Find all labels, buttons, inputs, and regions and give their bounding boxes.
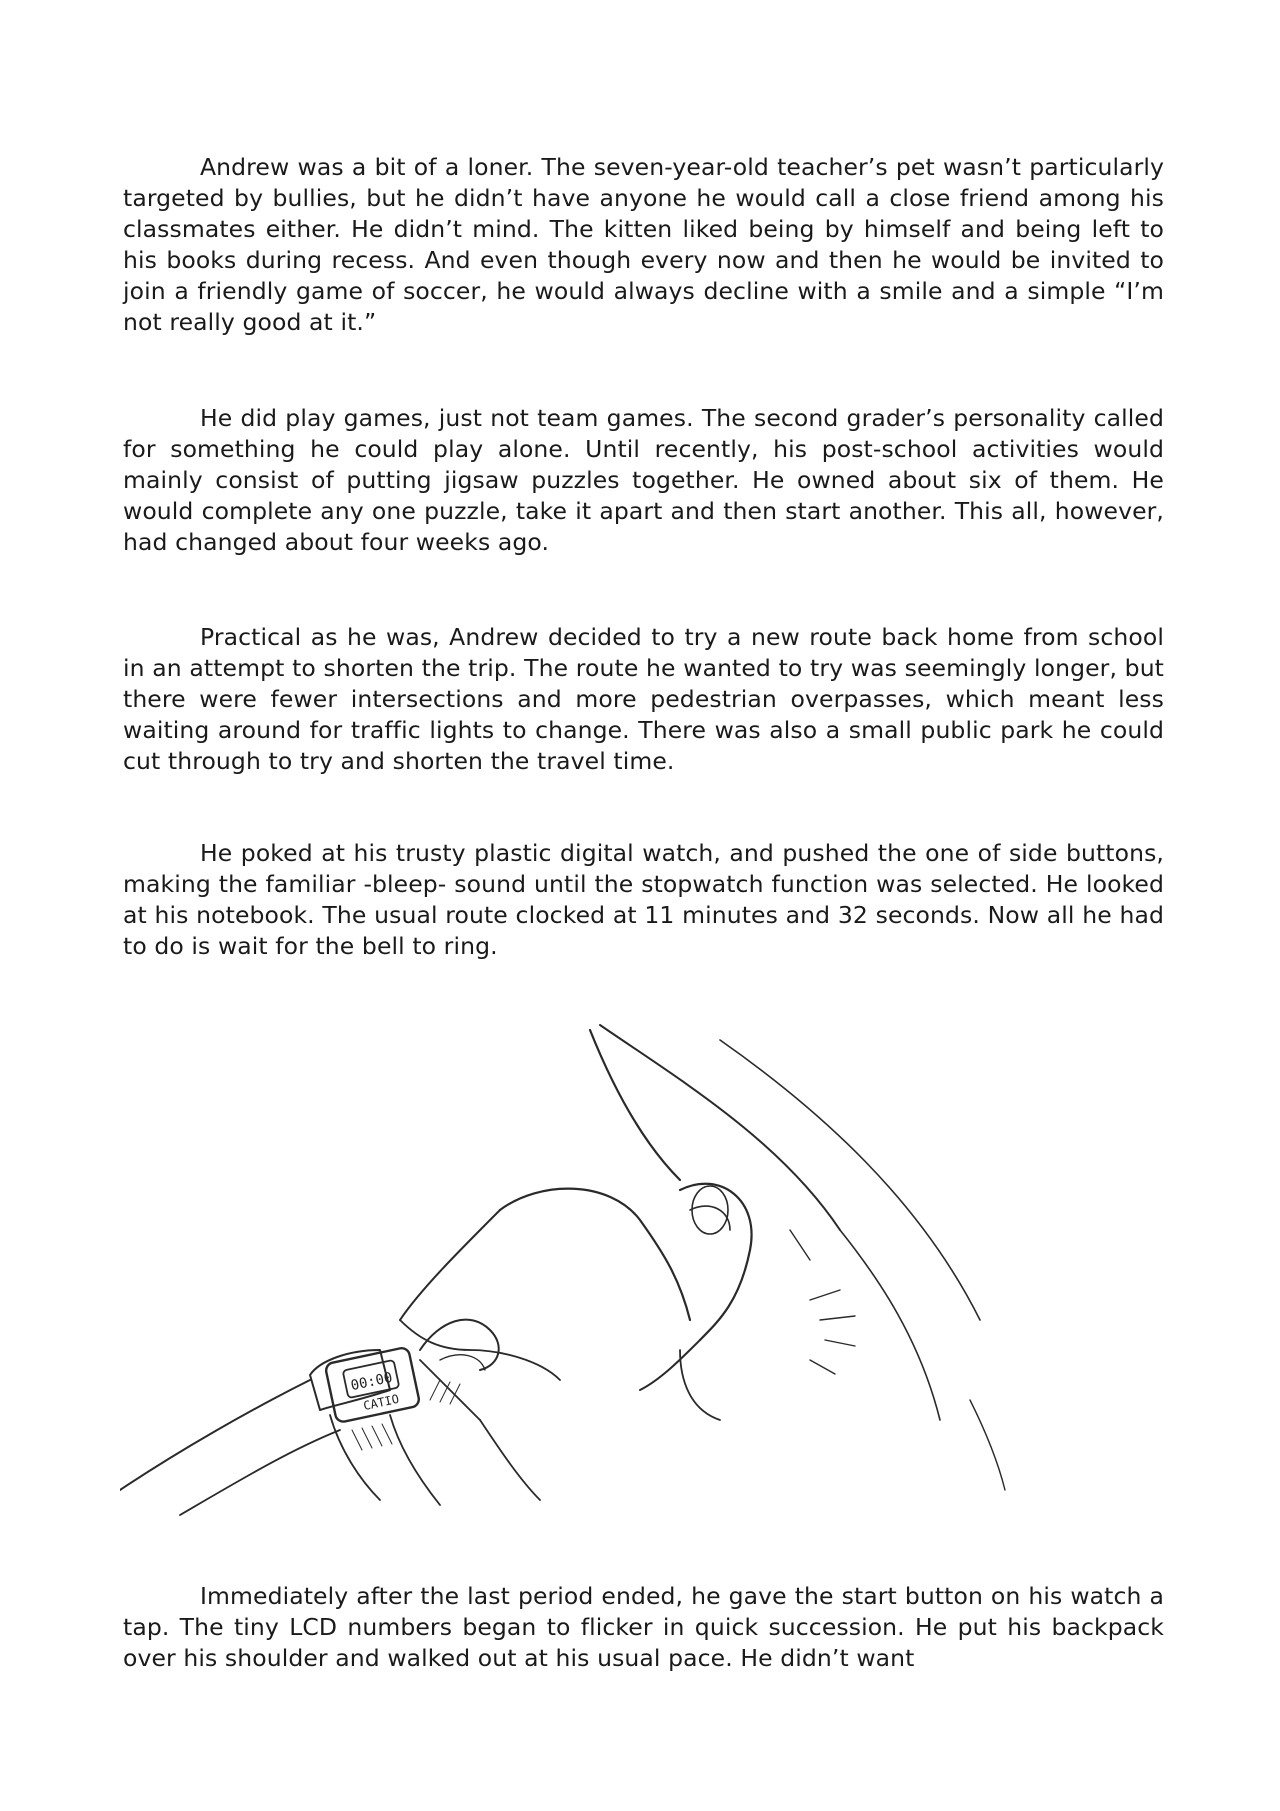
paragraph-5: Immediately after the last period ended, he gave the start button on his watch a tap. The tiny LCD numbers began to flicker in quick succession. He put his backpack over his shoulder and walked out at his usual pace. He didn’t want <box>123 1582 1164 1672</box>
watch-display-text: 00:00 <box>349 1369 394 1395</box>
paragraph-1: Andrew was a bit of a loner. The seven-year-old teacher’s pet wasn’t particularly targeted by bullies, but he didn’t have anyone he would call a close friend among his classmates either. He didn’t mind. The kitten liked being by himself and being left to his books during recess. And even though every now and then he would be invited to join a friendly game of soccer, he would always decline with a smile and a simple “I’m not really good at it.” <box>123 153 1164 336</box>
paragraph-4: He poked at his trusty plastic digital watch, and pushed the one of side buttons, making the familiar -bleep- sound until the stopwatch function was selected. He looked at his notebook. The usual route clocked at 11 minutes and 32 seconds. Now all he had to do is wait for the bell to ring. <box>123 839 1164 960</box>
sketch-illustration-icon <box>120 1020 1120 1520</box>
watch-brand-text: CATIO <box>362 1391 401 1414</box>
paragraph-2: He did play games, just not team games. The second grader’s personality called for something he could play alone. Until recently, his post-school activities would mainly consist of putting jigsaw puzzles together. He owned about six of them. He would complete any one puzzle, take it apart and then start another. This all, however, had changed about four weeks ago. <box>123 404 1164 556</box>
paragraph-3: Practical as he was, Andrew decided to try a new route back home from school in an attempt to shorten the trip. The route he wanted to try was seemingly longer, but there were fewer intersections and more pedestrian overpasses, which meant less waiting around for traffic lights to change. There was also a small public park he could cut through to try and shorten the travel time. <box>123 623 1164 775</box>
watch-sketch-illustration <box>120 1020 1120 1520</box>
